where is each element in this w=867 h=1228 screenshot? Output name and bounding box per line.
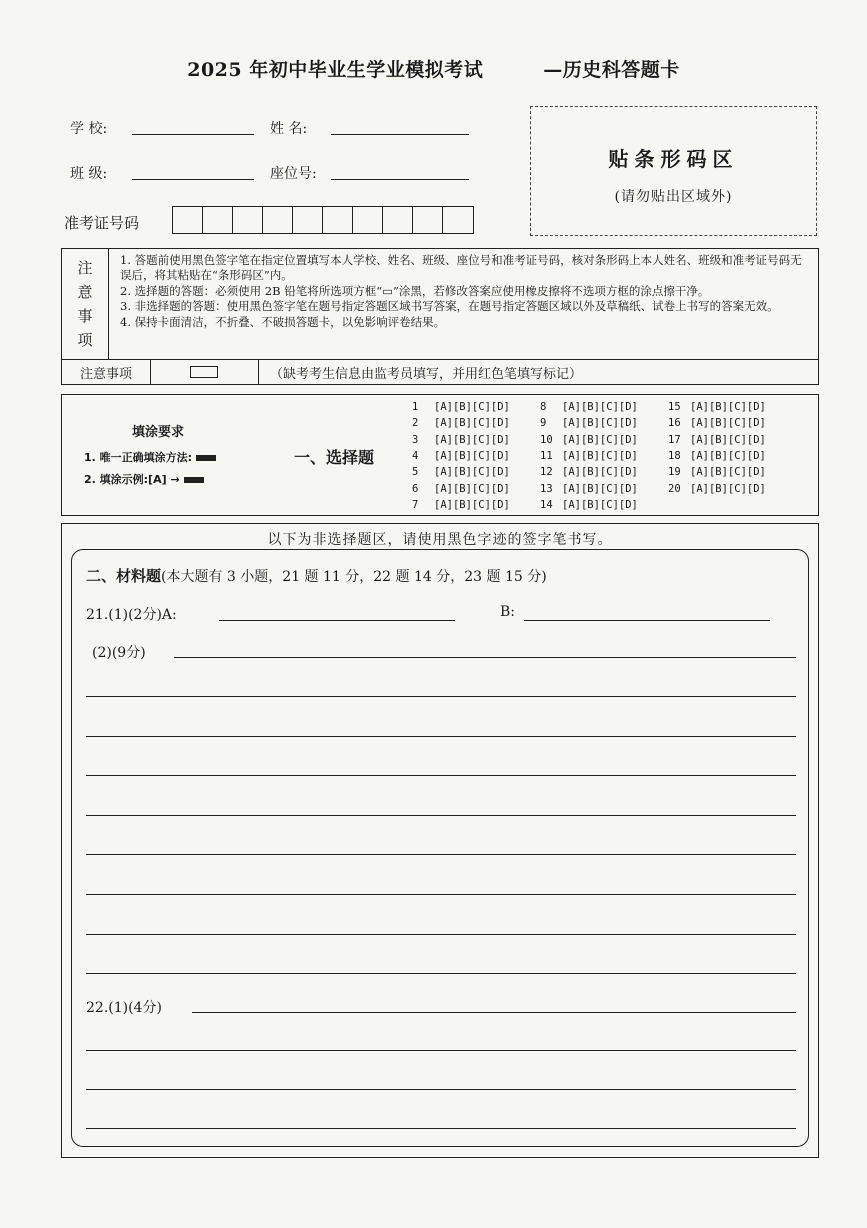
answer-area-header: 以下为非选择题区，请使用黑色字迹的签字笔书写。 <box>267 532 613 548</box>
name-field[interactable] <box>331 133 469 135</box>
name-label: 姓 名: <box>270 121 308 137</box>
notice-items <box>120 253 810 330</box>
subject-title: —历史科答题卡 <box>543 59 680 81</box>
choice-question-6[interactable]: 6 [A][B][C][D] <box>412 482 510 495</box>
notice-side-label: 注 意 事 项 <box>62 249 109 359</box>
page-title <box>0 55 867 82</box>
answer-line[interactable] <box>86 696 796 697</box>
exam-id-label: 准考证号码 <box>64 214 140 232</box>
filled-mark-icon <box>184 477 204 483</box>
choice-question-4[interactable]: 4 [A][B][C][D] <box>412 449 510 462</box>
barcode-area <box>530 106 817 236</box>
answer-line[interactable] <box>86 973 796 974</box>
choice-question-17[interactable]: 17 [A][B][C][D] <box>668 433 766 446</box>
choice-question-14[interactable]: 14 [A][B][C][D] <box>540 498 638 511</box>
choice-question-16[interactable]: 16 [A][B][C][D] <box>668 417 766 430</box>
choice-question-1[interactable]: 1 [A][B][C][D] <box>412 401 510 413</box>
answer-line[interactable] <box>86 815 796 816</box>
choice-question-19[interactable]: 19 [A][B][C][D] <box>668 466 766 479</box>
q21-b-line[interactable] <box>524 620 770 621</box>
q21-2-label: (2)(9分) <box>92 645 146 661</box>
answer-line[interactable] <box>86 1050 796 1051</box>
exam-id-grid[interactable] <box>172 206 474 234</box>
choice-question-20[interactable]: 20 [A][B][C][D] <box>668 482 766 495</box>
absence-row-note: （缺考考生信息由监考员填写，并用红色笔填写标记） <box>270 366 583 382</box>
notice-item: 4. 保持卡面清洁，不折叠、不破损答题卡，以免影响评卷结果。 <box>120 314 446 329</box>
answer-line[interactable] <box>86 1128 796 1129</box>
answer-area <box>61 523 819 1158</box>
choice-question-18[interactable]: 18 [A][B][C][D] <box>668 449 766 462</box>
fill-requirements-title: 填涂要求 <box>132 425 185 440</box>
choice-question-5[interactable]: 5 [A][B][C][D] <box>412 466 510 479</box>
school-field[interactable] <box>132 133 254 135</box>
class-label: 班 级: <box>70 166 108 182</box>
choice-question-3[interactable]: 3 [A][B][C][D] <box>412 433 510 446</box>
q22-1-label: 22.(1)(4分) <box>86 1000 162 1016</box>
absence-row <box>61 360 819 385</box>
choice-question-15[interactable]: 15 [A][B][C][D] <box>668 401 766 413</box>
seat-label: 座位号: <box>270 166 317 182</box>
choice-section-title: 一、选择题 <box>294 448 375 467</box>
choice-question-13[interactable]: 13 [A][B][C][D] <box>540 482 638 495</box>
choice-question-12[interactable]: 12 [A][B][C][D] <box>540 466 638 479</box>
material-section <box>71 549 809 1147</box>
exam-title: 2025 年初中毕业生学业模拟考试 <box>187 59 484 81</box>
choice-question-2[interactable]: 2 [A][B][C][D] <box>412 417 510 430</box>
q21-b-label: B: <box>500 604 516 620</box>
barcode-title: 贴条形码区 <box>608 147 739 171</box>
answer-line[interactable] <box>86 854 796 855</box>
answer-line[interactable] <box>86 1089 796 1090</box>
notice-item: 3. 非选择题的答题：使用黑色签字笔在题号指定答题区域书写答案，在题号指定答题区域以外及草稿纸、试卷上书写的答案无效。 <box>120 299 779 314</box>
filled-mark-icon <box>196 455 216 461</box>
answer-line[interactable] <box>86 894 796 895</box>
choice-question-11[interactable]: 11 [A][B][C][D] <box>540 449 638 462</box>
answer-line[interactable] <box>174 657 796 658</box>
seat-field[interactable] <box>331 178 469 180</box>
choice-section <box>61 394 819 516</box>
answer-line[interactable] <box>86 775 796 776</box>
barcode-subtitle: (请勿贴出区域外) <box>614 189 733 205</box>
answer-line[interactable] <box>192 1012 796 1013</box>
school-label: 学 校: <box>70 121 108 137</box>
class-field[interactable] <box>132 178 254 180</box>
q21-1-label: 21.(1)(2分)A: <box>86 607 177 623</box>
answer-line[interactable] <box>86 934 796 935</box>
absence-mark-box[interactable] <box>190 366 218 378</box>
choice-question-7[interactable]: 7 [A][B][C][D] <box>412 498 510 511</box>
answer-line[interactable] <box>86 736 796 737</box>
choice-question-8[interactable]: 8 [A][B][C][D] <box>540 401 638 413</box>
choice-question-10[interactable]: 10 [A][B][C][D] <box>540 433 638 446</box>
absence-row-label: 注意事项 <box>62 360 151 384</box>
notice-box <box>61 248 819 360</box>
notice-item: 2. 选择题的答题：必须使用 2B 铅笔将所选项方框“▭”涂黑，若修改答案应使用橡皮擦将不选项方框的涂点擦干净。 <box>120 283 710 298</box>
choice-question-9[interactable]: 9 [A][B][C][D] <box>540 417 638 430</box>
fill-rule-1: 1. 唯一正确填涂方法: <box>84 449 216 465</box>
material-section-title: 二、材料题(本大题有 3 小题，21 题 11 分，22 题 14 分，23 题 15 分) <box>86 567 547 585</box>
fill-rule-2: 2. 填涂示例:[A] → <box>84 471 204 487</box>
q21-a-line[interactable] <box>219 620 455 621</box>
notice-item: 1. 答题前使用黑色签字笔在指定位置填写本人学校、姓名、班级、座位号和准考证号码，核对条形码上本人姓名、班级和准考证号码无误后，将其粘贴在“条形码区”内。 <box>120 253 802 283</box>
